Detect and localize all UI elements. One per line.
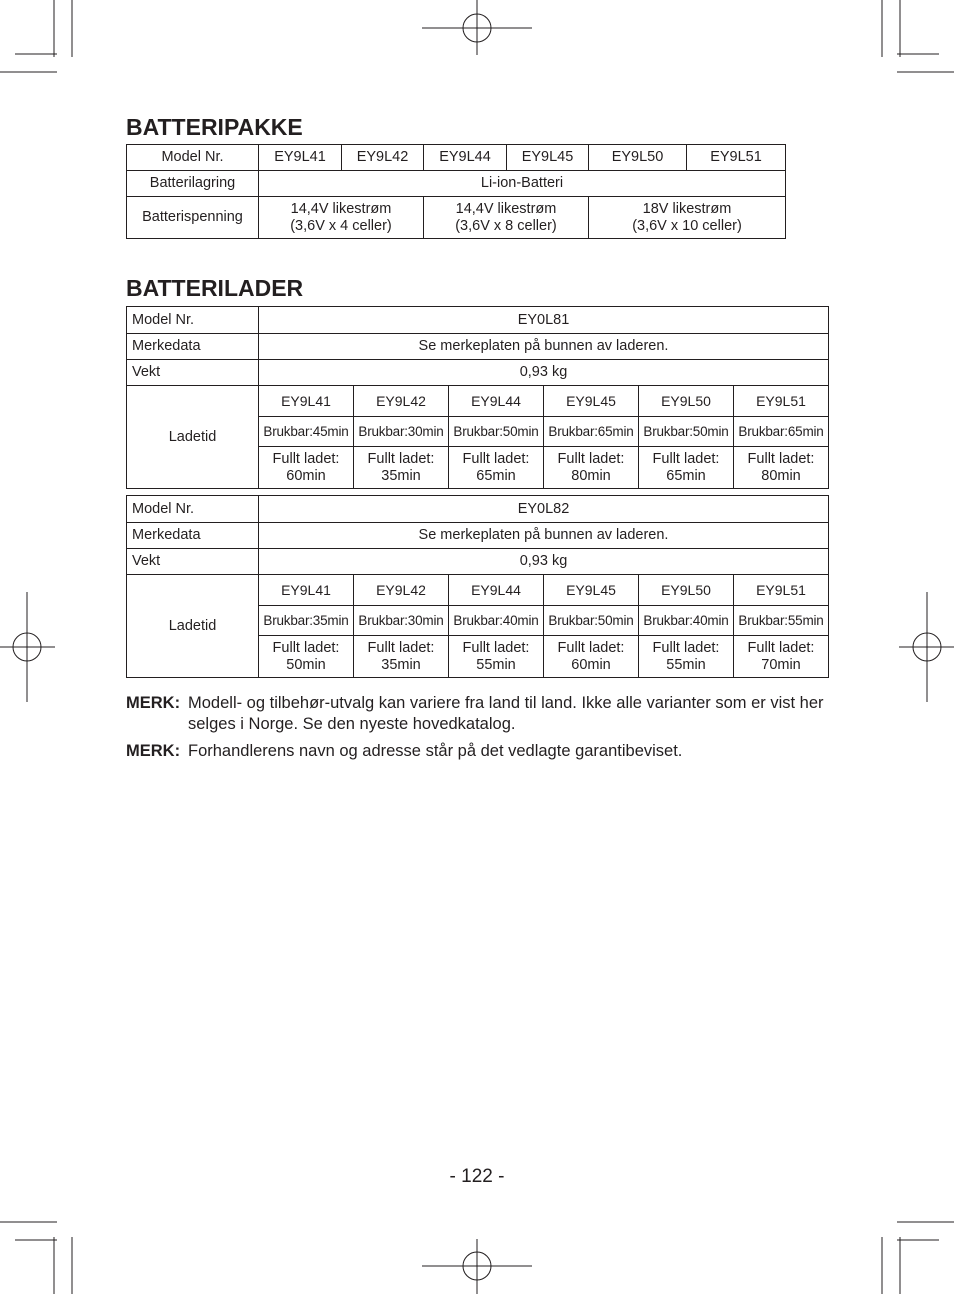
full-label: Fullt ladet: [557,639,625,656]
model-cell: EY9L51 [687,145,786,171]
usable-time-cell: Brukbar:35min [259,606,354,636]
full-time-cell [354,636,449,678]
rating-label: Merkedata [127,334,259,360]
model-cell: EY9L50 [589,145,687,171]
usable-time-cell: Brukbar:65min [544,417,639,447]
model-cell: EY9L41 [259,145,342,171]
voltage-line: (3,6V x 10 celler) [632,217,742,234]
full-time-cell [259,447,354,489]
full-label: Fullt ladet: [557,450,625,467]
battery-pack-heading: BATTERIPAKKE [126,114,303,140]
full-time-cell [639,447,734,489]
charger-table [126,495,829,678]
charger-heading: BATTERILADER [126,275,304,301]
full-value: 55min [666,656,706,673]
battery-model-cell: EY9L45 [544,575,639,606]
note-text: Forhandlerens navn og adresse står på det vedlagte garantibeviset. [188,742,683,760]
full-label: Fullt ladet: [747,639,815,656]
voltage-line: (3,6V x 8 celler) [455,217,557,234]
charger-model-value: EY0L82 [259,496,829,523]
voltage-line: 14,4V likestrøm [455,200,557,217]
charger-table [126,306,829,489]
full-time-cell [544,447,639,489]
full-time-cell [259,636,354,678]
battery-model-cell: EY9L51 [734,575,829,606]
charger-model-label: Model Nr. [127,307,259,334]
voltage-label: Batterispenning [127,197,259,239]
full-value: 60min [571,656,611,673]
battery-model-cell: EY9L44 [449,575,544,606]
battery-model-cell: EY9L50 [639,575,734,606]
battery-model-cell: EY9L41 [259,386,354,417]
rating-value: Se merkeplaten på bunnen av laderen. [259,334,829,360]
full-time-cell [449,447,544,489]
weight-value: 0,93 kg [259,360,829,386]
battery-model-cell: EY9L44 [449,386,544,417]
storage-label: Batterilagring [127,171,259,197]
usable-time-cell: Brukbar:50min [449,417,544,447]
usable-time-cell: Brukbar:40min [639,606,734,636]
note-label: MERK: [126,742,181,760]
note [126,693,830,735]
usable-time-cell: Brukbar:50min [639,417,734,447]
full-value: 80min [571,467,611,484]
battery-model-cell: EY9L41 [259,575,354,606]
model-cell: EY9L44 [424,145,507,171]
full-label: Fullt ladet: [462,450,530,467]
rating-label: Merkedata [127,523,259,549]
full-value: 55min [476,656,516,673]
voltage-line: 14,4V likestrøm [290,200,392,217]
usable-time-cell: Brukbar:50min [544,606,639,636]
weight-label: Vekt [127,360,259,386]
note-label: MERK: [126,694,181,712]
full-label: Fullt ladet: [652,639,720,656]
full-time-cell [449,636,544,678]
full-label: Fullt ladet: [272,639,340,656]
battery-model-cell: EY9L42 [354,386,449,417]
model-label: Model Nr. [127,145,259,171]
charge-time-label: Ladetid [127,386,259,489]
full-value: 80min [761,467,801,484]
voltage-line: 18V likestrøm [642,200,732,217]
rating-value: Se merkeplaten på bunnen av laderen. [259,523,829,549]
full-value: 65min [666,467,706,484]
weight-label: Vekt [127,549,259,575]
charger-model-label: Model Nr. [127,496,259,523]
full-value: 70min [761,656,801,673]
storage-value: Li-ion-Batteri [259,171,786,197]
voltage-cell [424,197,589,239]
full-time-cell [544,636,639,678]
full-value: 60min [286,467,326,484]
battery-model-cell: EY9L45 [544,386,639,417]
full-label: Fullt ladet: [652,450,720,467]
full-value: 35min [381,467,421,484]
usable-time-cell: Brukbar:30min [354,417,449,447]
usable-time-cell: Brukbar:40min [449,606,544,636]
model-cell: EY9L45 [507,145,589,171]
full-label: Fullt ladet: [367,450,435,467]
charger-model-value: EY0L81 [259,307,829,334]
full-time-cell [354,447,449,489]
full-value: 50min [286,656,326,673]
charge-time-label: Ladetid [127,575,259,678]
full-label: Fullt ladet: [272,450,340,467]
full-label: Fullt ladet: [747,450,815,467]
full-label: Fullt ladet: [462,639,530,656]
full-value: 65min [476,467,516,484]
battery-model-cell: EY9L51 [734,386,829,417]
weight-value: 0,93 kg [259,549,829,575]
note [126,741,830,762]
full-value: 35min [381,656,421,673]
battery-model-cell: EY9L50 [639,386,734,417]
full-label: Fullt ladet: [367,639,435,656]
battery-model-cell: EY9L42 [354,575,449,606]
usable-time-cell: Brukbar:30min [354,606,449,636]
page-number: - 122 - [449,1166,505,1187]
battery-pack-table [126,144,786,239]
usable-time-cell: Brukbar:65min [734,417,829,447]
note-text: Modell- og tilbehør-utvalg kan variere fra land til land. Ikke alle varianter som er vist her selges i Norge. Se den nyeste hovedkatalog. [188,694,824,733]
usable-time-cell: Brukbar:45min [259,417,354,447]
voltage-cell [259,197,424,239]
usable-time-cell: Brukbar:55min [734,606,829,636]
full-time-cell [734,447,829,489]
voltage-cell [589,197,786,239]
full-time-cell [734,636,829,678]
voltage-line: (3,6V x 4 celler) [290,217,392,234]
model-cell: EY9L42 [342,145,424,171]
full-time-cell [639,636,734,678]
